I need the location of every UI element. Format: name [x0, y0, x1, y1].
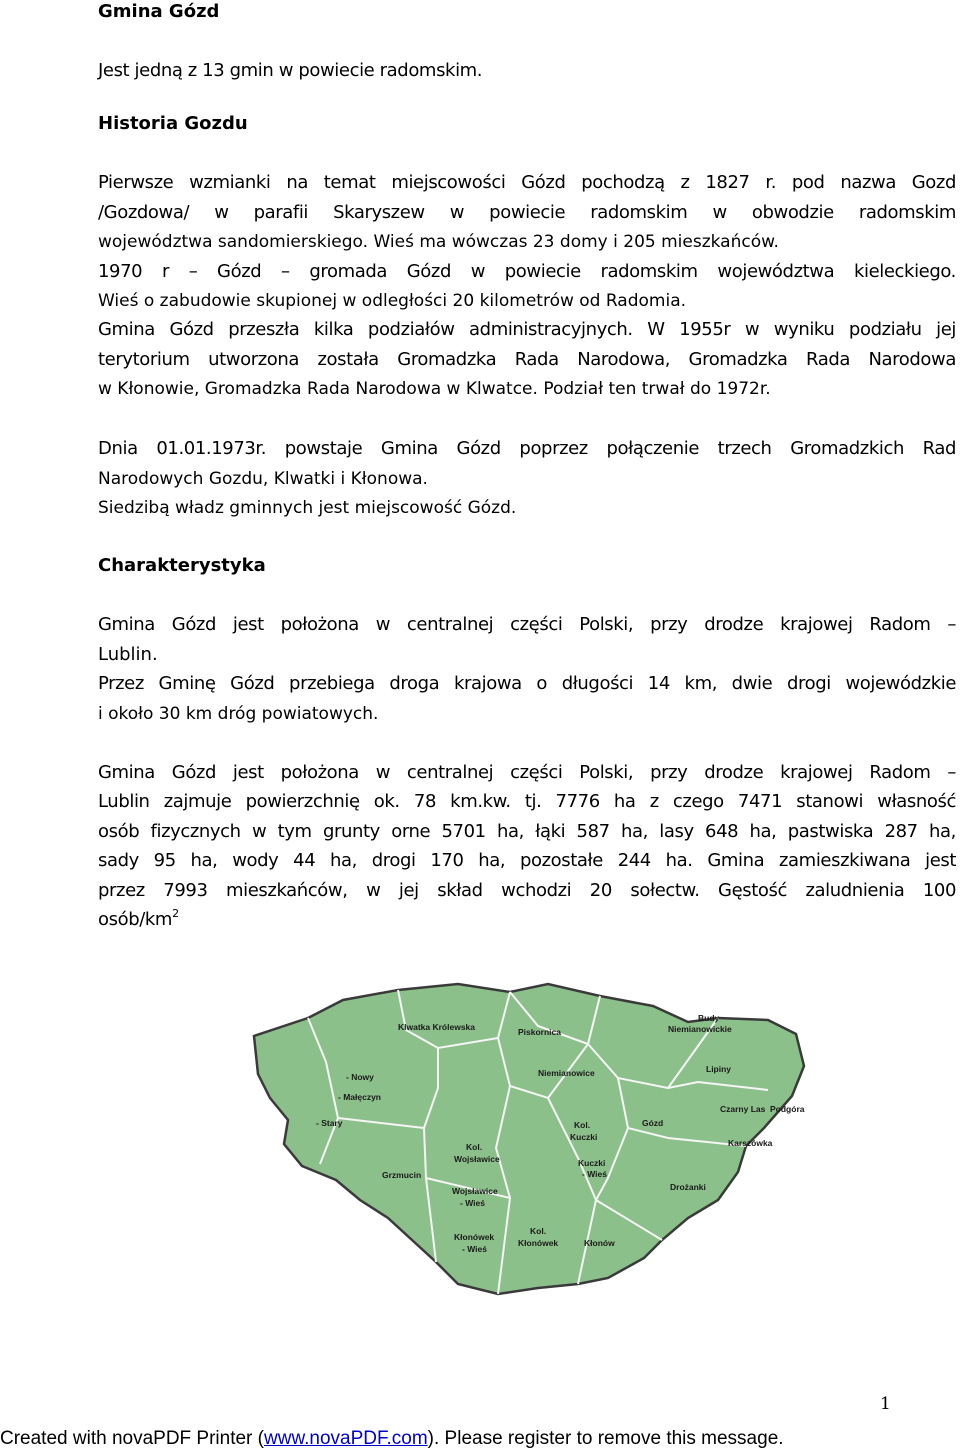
- history-line: Wieś o zabudowie skupionej w odległości 20 kilometrów od Radomia.: [98, 291, 687, 311]
- map-label: Kuczki: [570, 1132, 598, 1142]
- map-label: - Wieś: [462, 1244, 487, 1254]
- char-line: Przez Gminę Gózd przebiega droga krajowa o długości 14 km, dwie drogi wojewódzkie: [98, 673, 956, 694]
- history-line: /Gozdowa/ w parafii Skaryszew w powiecie radomskim w obwodzie radomskim: [98, 202, 956, 223]
- map-label: Podgóra: [770, 1104, 805, 1114]
- map-label: Niemianowickie: [668, 1024, 732, 1034]
- intro-text: Jest jedną z 13 gmin w powiecie radomskim.: [98, 60, 483, 81]
- char-line: i około 30 km dróg powiatowych.: [98, 704, 379, 724]
- map-label: Niemianowice: [538, 1068, 595, 1078]
- char2-line: Lublin zajmuje powierzchnię ok. 78 km.kw. tj. 7776 ha z czego 7471 stanowi własność: [98, 791, 956, 812]
- history2-line: Dnia 01.01.1973r. powstaje Gmina Gózd poprzez połączenie trzech Gromadzkich Rad: [98, 438, 956, 459]
- map-label: Kłonówek: [454, 1232, 495, 1242]
- history-line: 1970 r – Gózd – gromada Gózd w powiecie radomskim województwa kieleckiego.: [98, 261, 956, 282]
- map-label: - Wieś: [460, 1198, 485, 1208]
- char2-line: przez 7993 mieszkańców, w jej skład wchodzi 20 sołectw. Gęstość zaludnienia 100: [98, 880, 956, 901]
- map-label: - Małęczyn: [338, 1092, 381, 1102]
- map-label: Karszówka: [728, 1138, 773, 1148]
- history-line: Gmina Gózd przeszła kilka podziałów administracyjnych. W 1955r w wyniku podziału jej: [98, 319, 956, 340]
- map-label: Wojsławice: [454, 1154, 500, 1164]
- map-label: Budy: [698, 1013, 720, 1023]
- map-label: Klwatka Królewska: [398, 1022, 476, 1032]
- history2-line: Siedzibą władz gminnych jest miejscowość Gózd.: [98, 498, 517, 518]
- history-line: w Kłonowie, Gromadzka Rada Narodowa w Klwatce. Podział ten trwał do 1972r.: [98, 379, 771, 399]
- density-superscript: 2: [172, 907, 179, 920]
- char-line: Lublin.: [98, 644, 158, 665]
- char2-line: osób fizycznych w tym grunty orne 5701 ha, łąki 587 ha, lasy 648 ha, pastwiska 287 ha,: [98, 821, 956, 842]
- map-label: Kol.: [466, 1142, 483, 1152]
- map-label: Kłonów: [584, 1238, 615, 1248]
- footer-suffix: ). Please register to remove this message.: [427, 1428, 784, 1449]
- history-line: województwa sandomierskiego. Wieś ma wówczas 23 domy i 205 mieszkańców.: [98, 232, 779, 252]
- footer-link[interactable]: www.novaPDF.com: [264, 1428, 428, 1449]
- map-label: Kol.: [574, 1120, 591, 1130]
- map-label: - Stary: [316, 1118, 343, 1128]
- map-label: - Wieś: [582, 1169, 607, 1179]
- density-unit: osób/km: [98, 909, 173, 930]
- doc-title: Gmina Gózd: [98, 1, 220, 22]
- char-line: Gmina Gózd jest położona w centralnej części Polski, przy drodze krajowej Radom –: [98, 614, 956, 635]
- history-heading: Historia Gozdu: [98, 113, 248, 134]
- char2-line: sady 95 ha, wody 44 ha, drogi 170 ha, pozostałe 244 ha. Gmina zamieszkiwana jest: [98, 850, 956, 871]
- history-line: Pierwsze wzmianki na temat miejscowości Gózd pochodzą z 1827 r. pod nazwa Gozd: [98, 172, 956, 193]
- map-label: - Nowy: [346, 1072, 374, 1082]
- history-line: terytorium utworzona została Gromadzka Rada Narodowa, Gromadzka Rada Narodowa: [98, 349, 956, 370]
- history2-line: Narodowych Gozdu, Klwatki i Kłonowa.: [98, 469, 428, 489]
- map-label: Lipiny: [706, 1064, 732, 1074]
- map-label: Drożanki: [670, 1182, 706, 1192]
- density-line: [98, 908, 956, 934]
- commune-map: [248, 978, 812, 1298]
- map-label: Piskornica: [518, 1027, 561, 1037]
- page-number: 1: [880, 1394, 891, 1414]
- map-label: Grzmucin: [382, 1170, 422, 1180]
- characteristics-heading: Charakterystyka: [98, 555, 266, 576]
- map-label: Kol.: [530, 1226, 547, 1236]
- map-label: Czarny Las: [720, 1104, 766, 1114]
- footer-prefix: Created with novaPDF Printer (: [0, 1428, 264, 1449]
- map-label: Kłonówek: [518, 1238, 559, 1248]
- map-label: Wojsławice: [452, 1186, 498, 1196]
- map-label: Gózd: [642, 1118, 664, 1128]
- map-label: Kuczki: [578, 1158, 606, 1168]
- char2-line: Gmina Gózd jest położona w centralnej części Polski, przy drodze krajowej Radom –: [98, 762, 956, 783]
- novapdf-footer: [0, 1427, 960, 1451]
